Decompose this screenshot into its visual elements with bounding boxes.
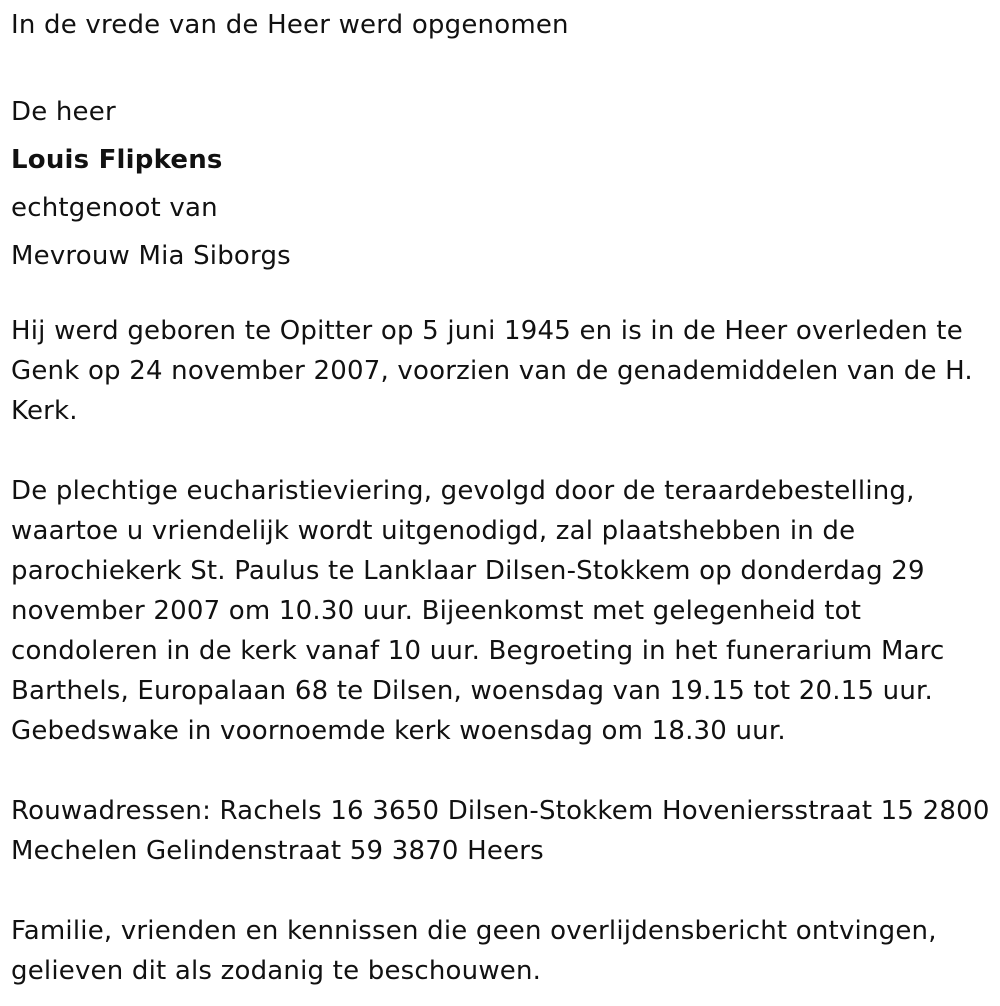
spouse-name: Mevrouw Mia Siborgs (11, 241, 291, 271)
birth-death-paragraph: Hij werd geboren te Opitter op 5 juni 1945 en is in de Heer overleden te Genk op 24 november 2007, voorzien van de genademiddelen van de H. Kerk. (11, 316, 973, 426)
salutation: De heer (11, 97, 116, 127)
deceased-name: Louis Flipkens (11, 145, 223, 175)
deceased-block (11, 88, 291, 280)
ceremony-paragraph: De plechtige eucharistieviering, gevolgd door de teraardebestelling, waartoe u vriendelijk wordt uitgenodigd, zal plaatshebben in de parochiekerk St. Paulus te Lanklaar Dilsen-Stokkem op donderdag 29 november 2007 om 10.30 uur. Bijeenkomst met gelegenheid tot condoleren in de kerk vanaf 10 uur. Begroeting in het funerarium Marc Barthels, Europalaan 68 te Dilsen, woensdag van 19.15 tot 20.15 uur. Gebedswake in voornoemde kerk woensdag om 18.30 uur. (11, 476, 945, 746)
addresses-paragraph: Rouwadressen: Rachels 16 3650 Dilsen-Stokkem Hoveniersstraat 15 2800 Mechelen Gelindenstraat 59 3870 Heers (11, 796, 990, 866)
intro-line: In de vrede van de Heer werd opgenomen (11, 10, 569, 40)
family-note-paragraph: Familie, vrienden en kennissen die geen overlijdensbericht ontvingen, gelieven dit als zodanig te beschouwen. (11, 916, 937, 986)
relation-text: echtgenoot van (11, 193, 218, 223)
